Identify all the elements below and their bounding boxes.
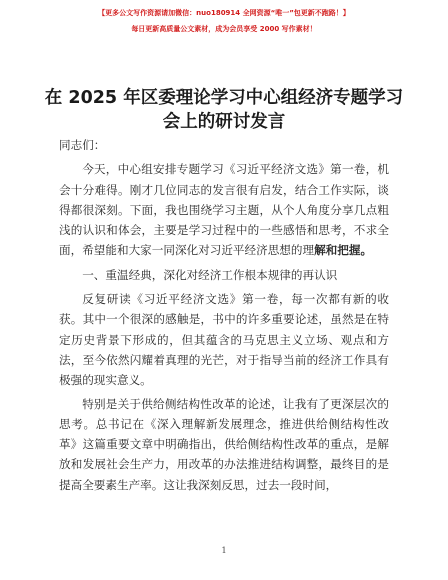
header-banner: [0, 6, 448, 36]
paragraph-2: 反复研读《习近平经济文选》第一卷，每一次都有新的收获。其中一个很深的感触是，书中的许多重要论述，虽然是在特定历史背景下形成的，但其蕴含的马克思主义立场、观点和方法，至今依然闪耀着真理的光芒，对于指导当前的经济工作具有极强的现实意义。: [59, 292, 389, 388]
document-body: [59, 135, 389, 498]
paragraph-3: 特别是关于供给侧结构性改革的论述，让我有了更深层次的思考。总书记在《深入理解新发展理念，推进供给侧结构性改革》这篇重要文章中明确指出，供给侧结构性改革的重点，是解放和发展社会生产力，用改革的办法推进结构调整，最终目的是提高全要素生产率。这让我深刻反思，过去一段时间，: [59, 396, 389, 492]
document-title: 在 2025 年区委理论学习中心组经济专题学习会上的研讨发言: [44, 88, 404, 132]
greeting: 同志们：: [59, 138, 106, 152]
intro-paragraph: [59, 159, 389, 260]
banner-line-2: 每日更新高质量公文素材，成为会员享受 2000 写作素材！: [131, 25, 317, 33]
intro-emphasis: 解和把握。: [314, 243, 373, 258]
intro-text: 今天，中心组安排专题学习《习近平经济文选》第一卷，机会十分难得。刚才几位同志的发言很有启发，结合工作实际，谈得都很深刻。下面，我也围绕学习主题，从个人角度分享几点粗浅的认识和体会，主要是学习过程中的一些感悟和思考，不求全面，希望能和大家一同深化对习近平经济思想的理: [59, 162, 389, 258]
section-heading-1: 一、重温经典，深化对经济工作根本规律的再认识: [82, 267, 338, 282]
banner-line-1: 【更多公文写作资源请加微信：nuo180914 全网资源“唯一”包更新不跑路！】: [98, 9, 350, 17]
page-number: 1: [221, 546, 227, 555]
